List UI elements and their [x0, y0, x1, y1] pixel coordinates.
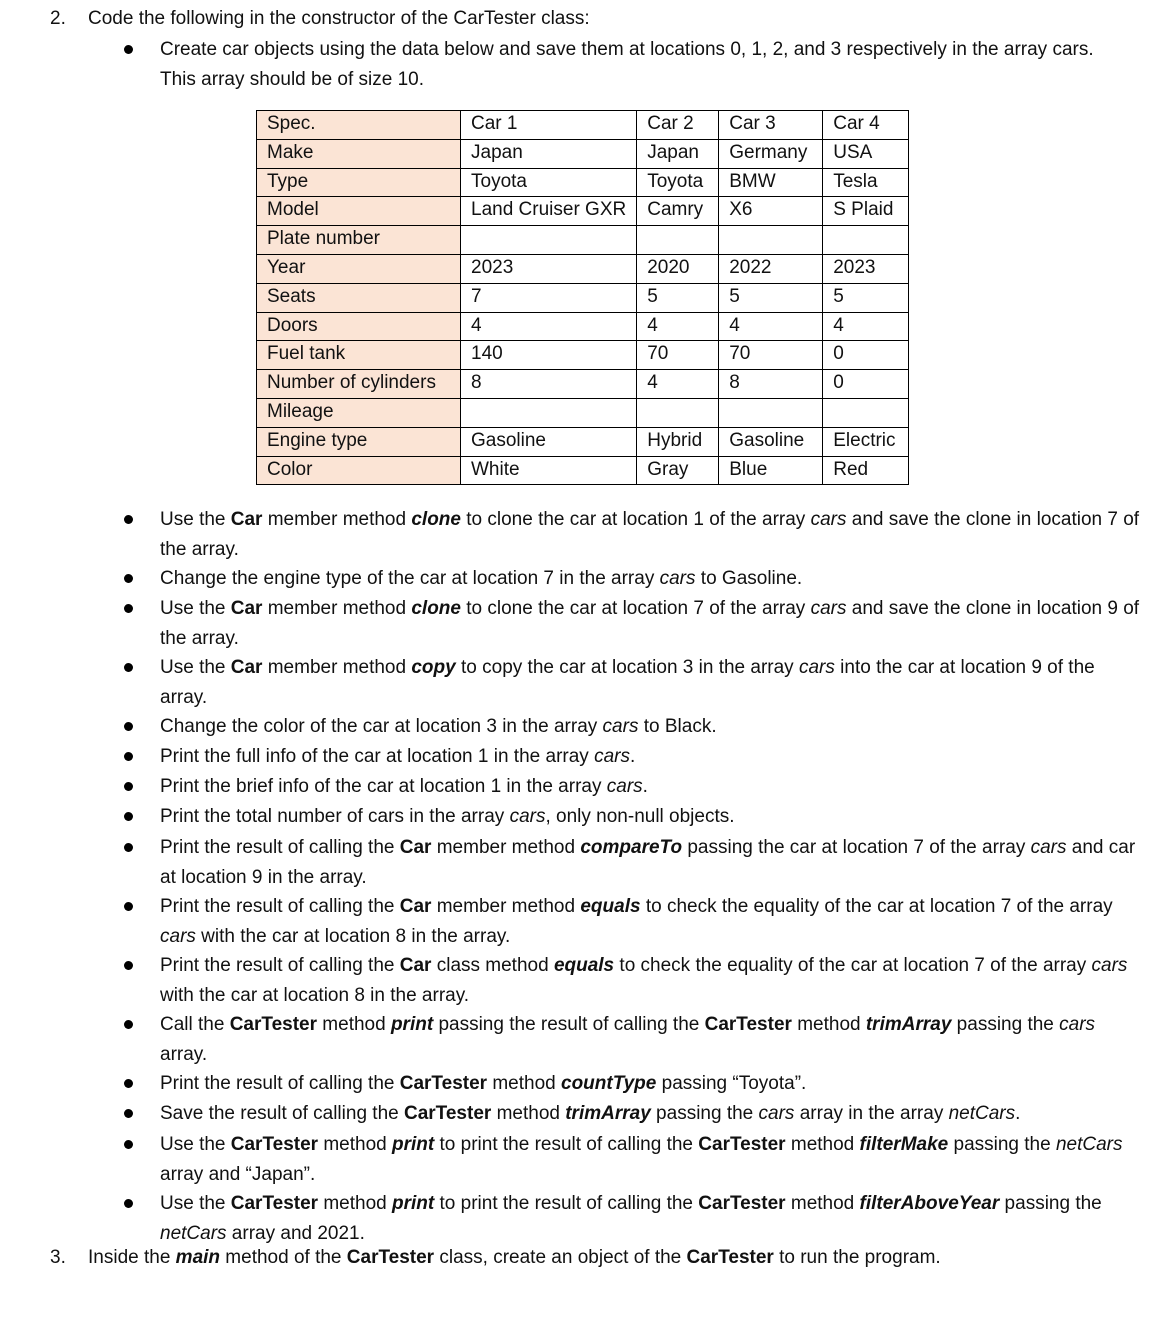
instruction-text-run: print — [390, 1014, 434, 1035]
instruction-text-run: clone — [411, 598, 461, 619]
instruction-text-run: to clone the car at location 1 of the array — [460, 509, 811, 530]
bullet-dot — [124, 604, 133, 613]
table-cell: Gray — [637, 456, 719, 485]
item-2-heading: Code the following in the constructor of the CarTester class: — [88, 8, 590, 29]
table-cell: White — [461, 456, 637, 485]
instruction-text-run: Use the — [160, 598, 231, 619]
table-cell: Car 3 — [719, 111, 823, 140]
table-cell: 70 — [637, 341, 719, 370]
instruction-text-run: Print the result of calling the — [160, 896, 400, 917]
instruction-item — [160, 564, 1140, 594]
instruction-text-run: method — [318, 1134, 393, 1155]
table-row — [257, 456, 909, 485]
table-cell: Camry — [637, 197, 719, 226]
table-row — [257, 370, 909, 399]
table-cell: Germany — [719, 139, 823, 168]
table-row — [257, 254, 909, 283]
spec-label-cell: Spec. — [257, 111, 461, 140]
instruction-text-run: Car — [230, 657, 263, 678]
instruction-text-run: CarTester — [229, 1014, 318, 1035]
instruction-text-run: array and 2021. — [226, 1222, 365, 1244]
item-number-2: 2. — [50, 8, 66, 29]
instruction-text-run: array and “Japan”. — [160, 1163, 316, 1185]
instruction-text-run: to check the equality of the car at location 7 of the array — [640, 896, 1113, 917]
instruction-text-run: CarTester — [230, 1134, 319, 1155]
instruction-text-run: print — [392, 1134, 435, 1155]
instruction-text-run: Car — [399, 896, 432, 917]
bullet-dot — [124, 1020, 133, 1029]
spec-label-cell: Fuel tank — [257, 341, 461, 370]
instruction-item — [160, 772, 1140, 802]
table-row — [257, 312, 909, 341]
bullet-dot — [124, 574, 133, 583]
instruction-text-run: array in the array — [794, 1103, 949, 1124]
instruction-text-run: CarTester — [698, 1134, 786, 1155]
spec-label-cell: Number of cylinders — [257, 370, 461, 399]
table-cell: 4 — [719, 312, 823, 341]
table-cell: 4 — [637, 370, 719, 399]
spec-label-cell: Year — [257, 254, 461, 283]
instruction-text-run: Use the — [160, 657, 231, 678]
instruction-text-run: cars — [810, 598, 847, 619]
instruction-text-run: to copy the car at location 3 in the array — [455, 657, 799, 678]
instruction-text-run: member method — [262, 509, 412, 530]
instruction-text-run: trimArray — [865, 1014, 952, 1035]
instruction-text-run: equals — [553, 955, 615, 976]
instruction-text-run: method — [785, 1134, 860, 1155]
table-cell: Gasoline — [461, 427, 637, 456]
instruction-text-run: clone — [411, 509, 461, 530]
instruction-text-run: cars — [1091, 955, 1128, 976]
table-cell: Blue — [719, 456, 823, 485]
instruction-text-run: Car — [399, 837, 432, 858]
instruction-text-run: equals — [580, 896, 641, 917]
instruction-text-run: method — [791, 1014, 866, 1035]
instruction-text-run: cars — [602, 716, 639, 737]
instruction-text-run: filterAboveYear — [859, 1193, 1000, 1214]
table-cell: X6 — [719, 197, 823, 226]
instruction-item — [160, 742, 1140, 772]
instruction-text-run: , only non-null objects. — [545, 806, 735, 827]
bullet-dot — [124, 752, 133, 761]
instruction-text-run: class method — [431, 955, 554, 976]
instruction-item — [160, 1189, 1140, 1248]
table-cell: Car 1 — [461, 111, 637, 140]
instruction-text-run: Use the — [160, 1134, 231, 1155]
instruction-text-run: member method — [431, 896, 581, 917]
instruction-text-run: passing the result of calling the — [433, 1014, 705, 1035]
spec-label-cell: Color — [257, 456, 461, 485]
instruction-text-run: Car — [230, 598, 263, 619]
instruction-text-run: cars — [1030, 837, 1067, 858]
instruction-text-run: Save the result of calling the — [160, 1103, 404, 1124]
instruction-text-run: cars — [509, 806, 546, 827]
item-3-text: Inside the main method of the CarTester class, create an object of the CarTester to run the program. — [88, 1247, 941, 1268]
table-row — [257, 283, 909, 312]
table-cell: Toyota — [461, 168, 637, 197]
table-cell: 2023 — [461, 254, 637, 283]
spec-label-cell: Model — [257, 197, 461, 226]
instruction-text-run: Change the color of the car at location 3 in the array — [160, 716, 603, 737]
bullet-dot — [124, 1199, 133, 1208]
table-cell: 2023 — [823, 254, 909, 283]
spec-label-cell: Make — [257, 139, 461, 168]
instruction-text-run: . — [1015, 1103, 1021, 1124]
spec-label-cell: Seats — [257, 283, 461, 312]
instruction-text-run: cars — [160, 925, 196, 947]
instruction-text-run: Change the engine type of the car at location 7 in the array — [160, 568, 660, 589]
instruction-item — [160, 653, 1140, 712]
table-row — [257, 226, 909, 255]
instruction-text-run: with the car at location 8 in the array. — [195, 925, 511, 947]
bullet-dot — [124, 843, 133, 852]
instruction-text-run: method — [785, 1193, 860, 1214]
table-cell: 2022 — [719, 254, 823, 283]
instruction-text-run: passing the — [650, 1103, 759, 1124]
instruction-text-run: cars — [758, 1103, 795, 1124]
instruction-text-run: compareTo — [580, 837, 683, 858]
instruction-item — [160, 951, 1140, 1010]
instruction-item — [160, 802, 1140, 832]
instruction-item — [160, 892, 1140, 951]
table-row — [257, 139, 909, 168]
table-cell: 2020 — [637, 254, 719, 283]
instruction-text-run: to check the equality of the car at location 7 of the array — [614, 955, 1092, 976]
instruction-text-run: copy — [411, 657, 456, 678]
table-cell: 140 — [461, 341, 637, 370]
table-cell — [823, 226, 909, 255]
spec-label-cell: Engine type — [257, 427, 461, 456]
spec-label-cell: Mileage — [257, 398, 461, 427]
table-cell: 4 — [637, 312, 719, 341]
table-cell: 5 — [719, 283, 823, 312]
instruction-text-run: filterMake — [859, 1134, 949, 1155]
instruction-text-run: and save the clone in location 7 of the array. — [160, 509, 1140, 560]
table-cell: Land Cruiser GXR — [461, 197, 637, 226]
instruction-text-run: to clone the car at location 7 of the array — [460, 598, 811, 619]
instruction-text-run: Print the total number of cars in the array — [160, 806, 510, 827]
instruction-text-run: . — [642, 776, 648, 797]
instruction-text-run: passing “Toyota”. — [656, 1073, 807, 1094]
bullet-dot — [124, 722, 133, 731]
instruction-text-run: passing the — [951, 1014, 1060, 1035]
instruction-item — [160, 1099, 1140, 1129]
instruction-item — [160, 1010, 1140, 1069]
table-cell: Toyota — [637, 168, 719, 197]
car-spec-table — [256, 110, 909, 485]
instruction-text-run: cars — [606, 776, 643, 797]
table-cell: 4 — [461, 312, 637, 341]
instruction-item — [160, 712, 1140, 742]
table-cell — [823, 398, 909, 427]
spec-label-cell: Plate number — [257, 226, 461, 255]
instruction-text-run: CarTester — [399, 1073, 488, 1094]
instruction-text-run: CarTester — [704, 1014, 792, 1035]
table-cell: Hybrid — [637, 427, 719, 456]
item-number-3: 3. — [50, 1247, 66, 1268]
table-cell: Red — [823, 456, 909, 485]
bullet-dot — [124, 1109, 133, 1118]
table-cell: 8 — [461, 370, 637, 399]
instruction-text-run: Print the result of calling the — [160, 1073, 400, 1094]
table-cell: Gasoline — [719, 427, 823, 456]
instruction-text-run: print — [392, 1193, 435, 1214]
table-cell: USA — [823, 139, 909, 168]
instruction-text-run: passing the — [948, 1134, 1056, 1155]
instruction-text-run: cars — [798, 657, 835, 678]
instruction-text-run: Use the — [160, 1193, 231, 1214]
bullet-dot — [124, 961, 133, 970]
instruction-text-run: member method — [431, 837, 581, 858]
instruction-text-run: passing the — [999, 1193, 1102, 1214]
table-cell: Japan — [637, 139, 719, 168]
table-cell — [637, 398, 719, 427]
table-cell: Japan — [461, 139, 637, 168]
instruction-text-run: countType — [561, 1073, 657, 1094]
table-cell: 7 — [461, 283, 637, 312]
instruction-text-run: method — [317, 1014, 391, 1035]
instruction-text-run: CarTester — [403, 1103, 492, 1124]
instruction-text-run: Print the result of calling the — [160, 837, 400, 858]
bullet-dot — [124, 812, 133, 821]
table-cell — [637, 226, 719, 255]
instruction-text-run: cars — [594, 746, 630, 767]
bullet-dot — [124, 902, 133, 911]
table-cell: Car 2 — [637, 111, 719, 140]
instruction-text-run: array. — [160, 1043, 208, 1065]
table-row — [257, 398, 909, 427]
instruction-text-run: Print the full info of the car at location 1 in the array — [160, 746, 595, 767]
instruction-text-run: into the car at location 9 of the array. — [160, 657, 1095, 708]
instruction-item — [160, 1069, 1140, 1099]
instruction-text-run: netCars — [160, 1222, 227, 1244]
instruction-text-run: passing the car at location 7 of the array — [682, 837, 1031, 858]
table-row — [257, 197, 909, 226]
instruction-text-run: cars — [810, 509, 847, 530]
table-cell: Electric — [823, 427, 909, 456]
table-cell: BMW — [719, 168, 823, 197]
instruction-item — [160, 1130, 1140, 1189]
bullet-dot — [124, 45, 133, 54]
instruction-text-run: trimArray — [565, 1103, 651, 1124]
instruction-text-run: method — [491, 1103, 566, 1124]
table-cell: Car 4 — [823, 111, 909, 140]
instruction-text-run: to print the result of calling the — [434, 1134, 699, 1155]
instruction-text-run: cars — [1059, 1014, 1096, 1035]
bullet-dot — [124, 1079, 133, 1088]
instruction-text-run: . — [629, 746, 636, 767]
table-cell: 5 — [637, 283, 719, 312]
bullet-dot — [124, 782, 133, 791]
instruction-item — [160, 505, 1140, 564]
instruction-text-run: netCars — [948, 1103, 1016, 1124]
instruction-text-run: with the car at location 8 in the array. — [160, 984, 470, 1006]
table-cell: 4 — [823, 312, 909, 341]
instruction-text-run: cars — [659, 568, 696, 589]
instruction-text-run: Print the brief info of the car at location 1 in the array — [160, 776, 607, 797]
instruction-text-run: to Black. — [638, 716, 717, 737]
table-cell — [461, 398, 637, 427]
bullet-dot — [124, 663, 133, 672]
table-cell — [719, 226, 823, 255]
instruction-text-run: method — [318, 1193, 393, 1214]
instruction-text-run: Call the — [160, 1014, 230, 1035]
instruction-text-run: and save the clone in location 9 of the array. — [160, 598, 1140, 649]
table-row — [257, 341, 909, 370]
instruction-text-run: member method — [262, 657, 412, 678]
table-row — [257, 427, 909, 456]
instruction-text-run: CarTester — [230, 1193, 319, 1214]
spec-label-cell: Type — [257, 168, 461, 197]
instruction-text-run: netCars — [1055, 1134, 1123, 1155]
instruction-item — [160, 594, 1140, 653]
table-cell: 0 — [823, 341, 909, 370]
bullet-create-cars: Create car objects using the data below and save them at locations 0, 1, 2, and 3 respectively in the array cars. This array should be of size 10. — [160, 39, 1094, 90]
table-cell: 5 — [823, 283, 909, 312]
table-cell: 0 — [823, 370, 909, 399]
table-cell: 70 — [719, 341, 823, 370]
instruction-text-run: method — [487, 1073, 561, 1094]
table-cell — [461, 226, 637, 255]
instruction-text-run: member method — [262, 598, 412, 619]
table-cell: S Plaid — [823, 197, 909, 226]
table-row — [257, 168, 909, 197]
bullet-dot — [124, 515, 133, 524]
instruction-text-run: to Gasoline. — [695, 568, 803, 589]
bullet-dot — [124, 1140, 133, 1149]
instruction-text-run: Car — [230, 509, 263, 530]
instruction-text-run: Print the result of calling the — [160, 955, 400, 976]
spec-label-cell: Doors — [257, 312, 461, 341]
instruction-text-run: and car at location 9 in the array. — [160, 837, 1136, 888]
table-cell: Tesla — [823, 168, 909, 197]
table-cell — [719, 398, 823, 427]
instruction-text-run: CarTester — [698, 1193, 786, 1214]
instruction-item — [160, 833, 1140, 892]
instruction-text-run: Car — [399, 955, 432, 976]
table-header-row — [257, 111, 909, 140]
instruction-text-run: Use the — [160, 509, 231, 530]
instruction-text-run: to print the result of calling the — [434, 1193, 699, 1214]
table-cell: 8 — [719, 370, 823, 399]
